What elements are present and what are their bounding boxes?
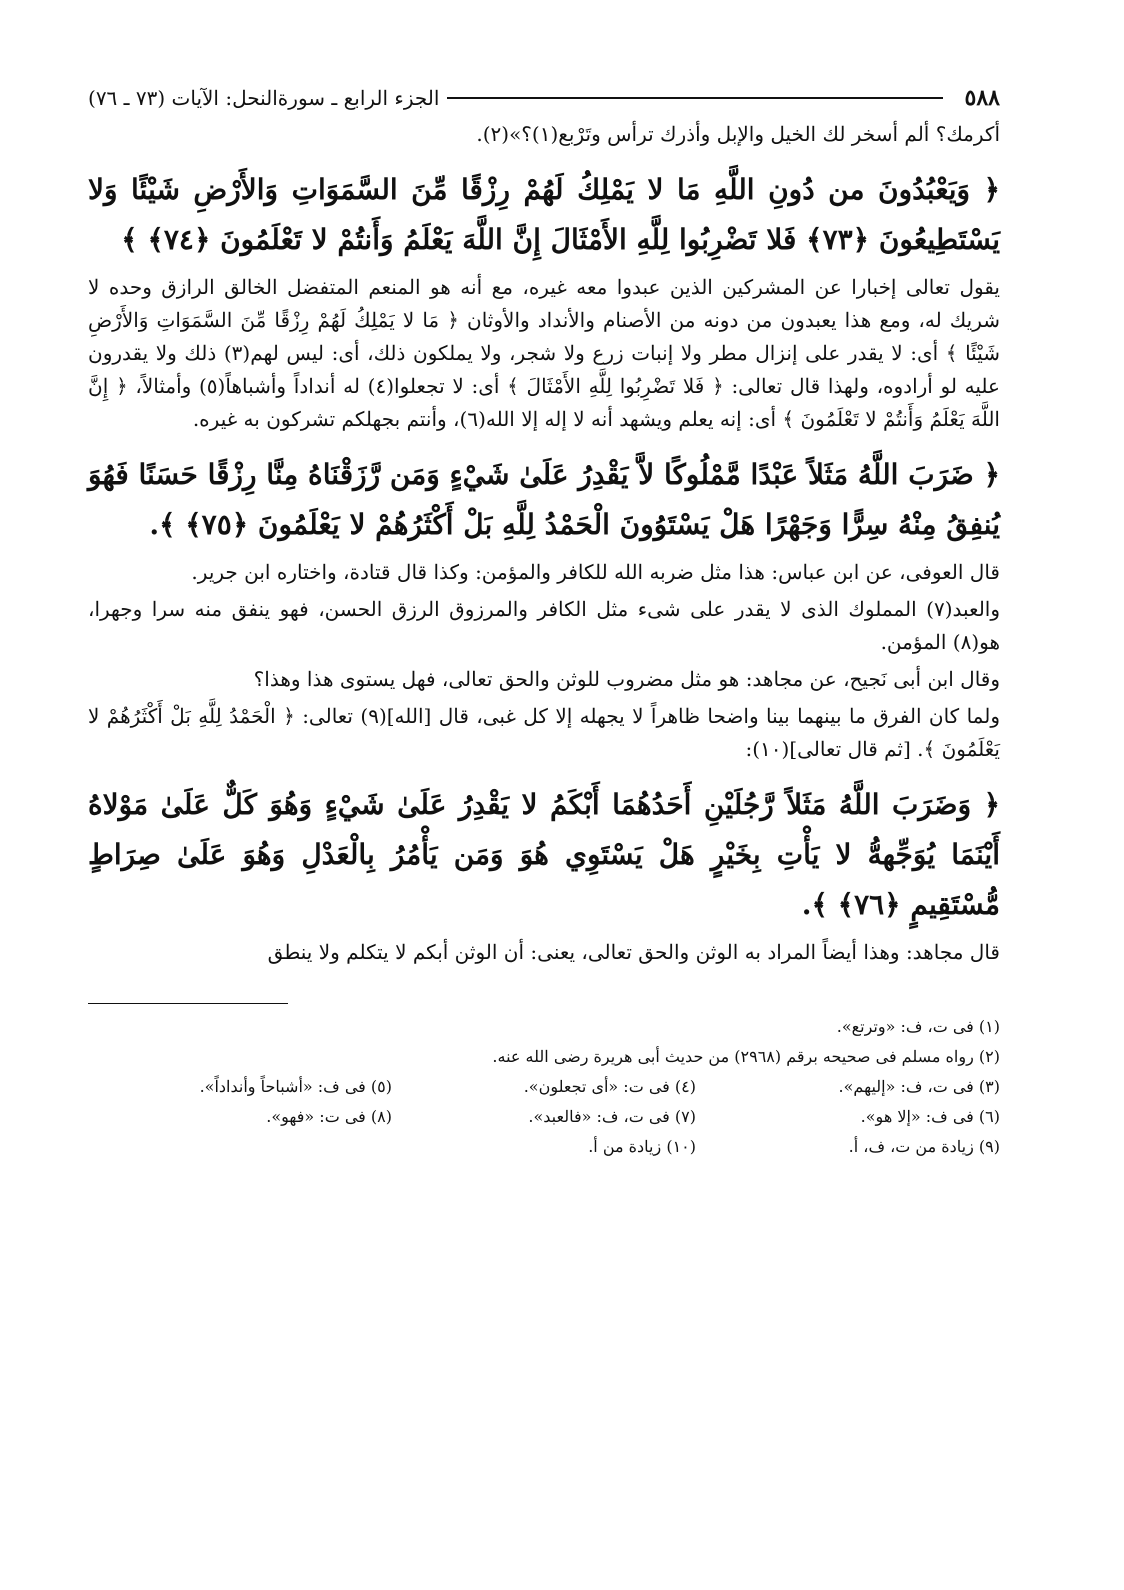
quran-verse-76: ﴿ وَضَرَبَ اللَّهُ مَثَلاً رَّجُلَيْنِ أَحَدُهُمَا أَبْكَمُ لا يَقْدِرُ عَلَىٰ شَيْءٍ وَهُوَ كَلٌّ عَلَىٰ مَوْلاهُ أَيْنَمَا يُوَجِّههُّ لا يَأْتِ بِخَيْرٍ هَلْ يَسْتَوِي هُوَ وَمَن يَأْمُرُ بِالْعَدْلِ وَهُوَ عَلَىٰ صِرَاطٍ مُّسْتَقِيمٍ ﴿٧٦﴾ ﴾. (88, 788, 1000, 921)
running-title: الجزء الرابع ـ سورةالنحل: الآيات (٧٣ ـ ٧٦) (88, 86, 440, 110)
footnote-10: (١٠) زيادة من أ. (588, 1137, 696, 1156)
footnote-row (88, 1072, 1000, 1102)
footnote-6: (٦) فى ف: «إلا هو». (860, 1107, 1000, 1126)
page-number: ٥٨٨ (964, 85, 1000, 111)
quran-verse-73-74: ﴿ وَيَعْبُدُونَ من دُونِ اللَّهِ مَا لا يَمْلِكُ لَهُمْ رِزْقًا مِّنَ السَّمَوَاتِ وَالأَرْضِ شَيْئًا وَلا يَسْتَطِيعُونَ ﴿٧٣﴾ فَلا تَضْرِبُوا لِلَّهِ الأَمْثَالَ إِنَّ اللَّهَ يَعْلَمُ وَأَنتُمْ لا تَعْلَمُونَ ﴿٧٤﴾ ﴾ (88, 173, 1000, 256)
paragraph-commentary-2: قال العوفى، عن ابن عباس: هذا مثل ضربه الله للكافر والمؤمن: وكذا قال قتادة، واختاره ابن جرير. (191, 560, 1000, 584)
paragraph-commentary-5: ولما كان الفرق ما بينهما بينا واضحا ظاهراً لا يجهله إلا كل غبى، قال [الله](٩) تعالى: ﴿ الْحَمْدُ لِلَّهِ بَلْ أَكْثَرُهُمْ لا يَعْلَمُونَ ﴾. [ثم قال تعالى](١٠): (88, 704, 1000, 761)
footnote-3: (٣) فى ت، ف: «إليهم». (838, 1077, 1000, 1096)
footnote-separator (88, 1003, 288, 1004)
footnote-2: (٢) رواه مسلم فى صحيحه برقم (٢٩٦٨) من حديث أبى هريرة رضى الله عنه. (492, 1047, 1000, 1066)
main-text (88, 118, 1000, 969)
footnote-9: (٩) زيادة من ت، ف، أ. (848, 1137, 1000, 1156)
book-page (88, 78, 1000, 1162)
footnote-1: (١) فى ت، ف: «وترتع». (836, 1017, 1000, 1036)
footnote-7: (٧) فى ت، ف: «فالعبد». (528, 1107, 696, 1126)
paragraph-continuation: أكرمك؟ ألم أسخر لك الخيل والإبل وأذرك ترأس وتَرْبع(١)؟»(٢). (476, 122, 1000, 146)
header-rule (447, 97, 942, 99)
footnote-8: (٨) فى ت: «فهو». (266, 1107, 392, 1126)
paragraph-commentary-4: وقال ابن أبى نَجيح، عن مجاهد: هو مثل مضروب للوثن والحق تعالى، فهل يستوى هذا وهذا؟ (253, 667, 1000, 691)
footnote-row (88, 1102, 1000, 1132)
footnote-5: (٥) فى ف: «أشباحاً وأنداداً». (199, 1077, 392, 1096)
footnotes (88, 1012, 1000, 1162)
paragraph-commentary-6: قال مجاهد: وهذا أيضاً المراد به الوثن والحق تعالى، يعنى: أن الوثن أبكم لا يتكلم ولا ينطق (267, 940, 1000, 964)
footnote-row (88, 1132, 1000, 1162)
paragraph-commentary-3: والعبد(٧) المملوك الذى لا يقدر على شىء مثل الكافر والمرزوق الرزق الحسن، فهو ينفق منه سرا وجهرا، هو(٨) المؤمن. (88, 597, 1000, 654)
paragraph-commentary-1: يقول تعالى إخبارا عن المشركين الذين عبدوا معه غيره، مع أنه هو المنعم المتفضل الخالق الرازق وحده لا شريك له، ومع هذا يعبدون من دونه من الأصنام والأنداد والأوثان ﴿ مَا لا يَمْلِكُ لَهُمْ رِزْقًا مِّنَ السَّمَوَاتِ وَالأَرْضِ شَيْئًا ﴾ أى: لا يقدر على إنزال مطر ولا إنبات زرع ولا شجر، ولا يملكون ذلك، أى: ليس لهم(٣) ذلك ولا يقدرون عليه لو أرادوه، ولهذا قال تعالى: ﴿ فَلا تَضْرِبُوا لِلَّهِ الأَمْثَالَ ﴾ أى: لا تجعلوا(٤) له أنداداً وأشباهاً(٥) وأمثالاً، ﴿ إِنَّ اللَّهَ يَعْلَمُ وَأَنتُمْ لا تَعْلَمُونَ ﴾ أى: إنه يعلم ويشهد أنه لا إله إلا الله(٦)، وأنتم بجهلكم تشركون به غيره. (88, 275, 1001, 431)
quran-verse-75: ﴿ ضَرَبَ اللَّهُ مَثَلاً عَبْدًا مَّمْلُوكًا لاَّ يَقْدِرُ عَلَىٰ شَيْءٍ وَمَن رَّزَقْنَاهُ مِنَّا رِزْقًا حَسَنًا فَهُوَ يُنفِقُ مِنْهُ سِرًّا وَجَهْرًا هَلْ يَسْتَوُونَ الْحَمْدُ لِلَّهِ بَلْ أَكْثَرُهُمْ لا يَعْلَمُونَ ﴿٧٥﴾ ﴾. (88, 458, 1000, 541)
running-header (88, 78, 1000, 118)
footnote-4: (٤) فى ت: «أى تجعلون». (523, 1077, 696, 1096)
